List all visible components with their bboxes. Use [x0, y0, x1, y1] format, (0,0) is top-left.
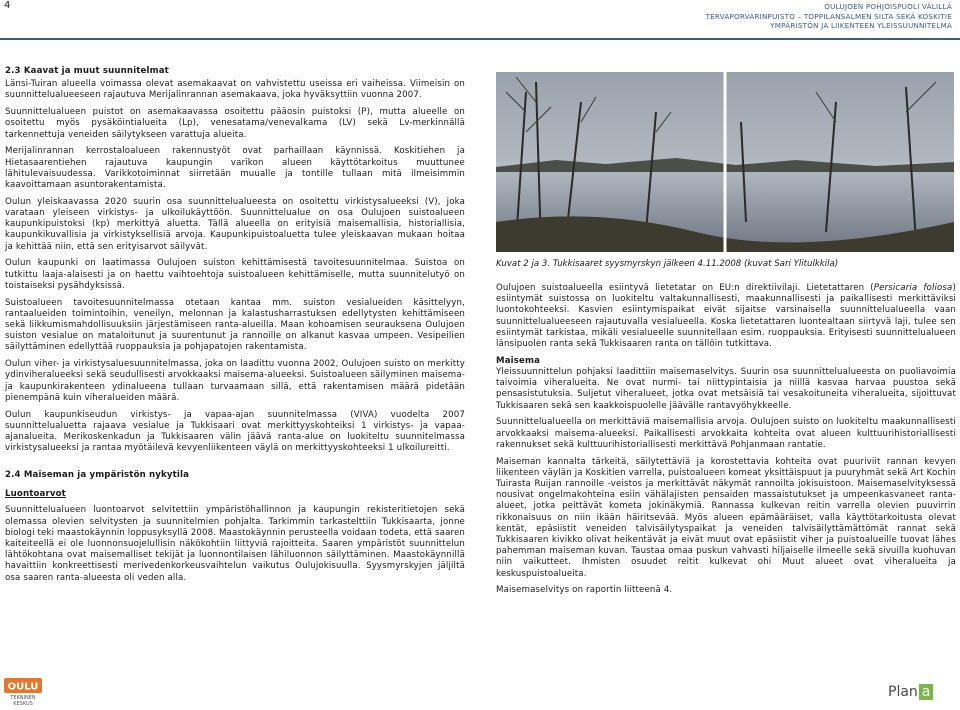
flood-photo-illustration: [496, 72, 954, 252]
running-header-line1: OULUJOEN POHJOISPUOLI VÄLILLÄ: [824, 2, 952, 11]
paragraph: Maiseman kannalta tärkeitä, säilytettäviä ja korostettavia kohteita ovat puuriviit rannan kevyen liikenteen väylän ja Koskitien varrella, puistoalueen komeat yksittäispuut ja puuryhmät sekä Art Kochin Tuirasta Ruijan rannoille -veistos ja merkittävät näkymät rannoilta jokisuistoon. Maisemaselvityksessä nousivat ongelmakohteina esiin vähälajisten pensaiden massaistutukset ja umpeenkasvaneet ranta-alueet, jotka peittävät kometa jokinäkymiä. Rannassa kulkevan reitin varrella olevien puuvirrin rikkonaisuus on niin ikään häiritsevää. Myös alueen epämääräiset, valla käyttötarkoitusta olevat kentät, epäsiistit veneiden talvisäilytyspaikat ja veneiden talvisäilyttämättömät rannat sekä Tukkisaaren kivikko olivat heikentävät ja eivät muut ovat epäsiistit viher ja puistoalueille tuovat lähes pahemman maiseman kuvan. Taustaa omaa puskun vahvasti hiljaiselle ilmeelle sekä sivuilla kuohuvan niin vaikutteet. Ihmisten osuudet reitit kulkevat ohi Muut alueet ovat viheralueita ja keskuspuistoalueita.: [496, 456, 956, 579]
left-column: [5, 66, 465, 589]
species-name: Persicaria foliosa: [873, 283, 953, 293]
oulu-logo-text: OULU: [7, 681, 39, 693]
paragraph: Suunnittelualueen luontoarvot selvitettiin ympäristöhallinnon ja kaupungin rekisteritietojen sekä olemassa olevien selvitysten ja suunnitelmien pohjalta. Tarkimmin tarkastelttiin Tukkisaarta, jonne biologi teki maastokäynnin loppusyksyllä 2008. Maastokäynnin perusteella voidaan todeta, että saaren kaiteiteellä ei ole luonnonsuojelullisin näkökohtiin liittyviä rajoitteita. Saaren ympäristöt suunnittelun lähtökohtana ovat maisemalliset tekijät ja luonnontilaisen lähiluonnon säilyttäminen. Maastokäynnillä havaittiin konkreettisesti merivedenkorkeusvaihtelun vaikutus Oulujokisuulla. Syysmyrskyjen jäljiltä osa saaren ranta-alueesta oli veden alla.: [5, 505, 466, 583]
paragraph: Oulujoen suistoalueella esiintyvä lietetatar on EU:n direktiivilaji. Lietetattaren (Persicaria foliosa) esiintymät suistossa on luokiteltu valtakunnallisesti, maakunnallisesti ja paikallisesti merkittäviksi luontokohteeksi. Kasvien esiintymispaikat eivät sijaitse varsinaisella suunnittelualueella vaan suunnittelualueeseen rajautuvalla vesialueella. Koska lietetattaren luontealtaan siirtyvä laji, tulee sen esiintymät tarkistaa, mikäli vesialueelle suunnitellaan esim. ruoppauksia. Erityisesti suunnittelualueen länsipuolen ranta sekä Tukkisaaren ranta on tällöin tutkittava.: [496, 283, 956, 350]
paragraph: Yleissuunnittelun pohjaksi laadittiin maisemaselvitys. Suurin osa suunnittelualueesta on puoliavoimia taivoimia viheralueita. Ne ovat nurmi- tai niittypintaisia ja niillä kasvaa harvaa puustoa sekä pensasistutuksia. Suljetut viheralueet, jotka ovat metsäisiä tai vesakoituneita viheralueita, sijoittuvat Tukkisaaren sekä sen kaakkoispuolelle jäävälle rantavyöhykkeelle.: [496, 367, 956, 411]
paragraph: Merijalinrannan kerrostaloalueen rakennustyöt ovat parhaillaan käynnissä. Koskitiehen ja Hietasaarentiehen rajautuva kaupungin varikon alueen käyttötarkoitus muuttunee lähitulevaisuudessa. Varikkotoiminnat siirretään muualle ja tontille tullaan mitä ilmeisimmin kaavoittamaan asuntorakentamista.: [5, 146, 465, 191]
paragraph: Oulun yleiskaavassa 2020 suurin osa suunnittelualueesta on osoitettu virkistysalueeksi (V), joka varataan yleiseen virkistys- ja ulkoilukäyttöön. Suunnittelualue on osa Oulujoen suistoalueen kaupunkipuistoksi (kp) merkittyä aluetta. Tällä alueella on erityisiä maisemallisia, historiallisia, kaupunkikuvallisia ja virkistyksellisiä arvoja. Kaupunkipuistoaluetta tulee yleiskaavan mukaan hoitaa ja kehittää niin, että sen erityisarvot säilyvät.: [5, 196, 465, 252]
section-heading-2-4: 2.4 Maiseman ja ympäristön nykytila: [5, 470, 190, 481]
paragraph: Länsi-Tuiran alueella voimassa olevat asemakaavat on vahvistettu useissa eri vaiheissa. Viimeisin on suunnittelualueeseen rajautuva Merijalinrannan asemakaava, joka hyväksyttiin vuonna 2007.: [5, 79, 465, 101]
oulu-logo-mark: [4, 678, 64, 706]
svg-text:TEKNINEN: TEKNINEN: [10, 695, 36, 701]
oulu-logo: [4, 678, 64, 706]
header-rule: [0, 38, 960, 40]
paragraph: Oulun kaupunkiseudun virkistys- ja vapaa-ajan suunnitelmassa (VIVA) vuodelta 2007 suunnittelualuetta rajaava vesialue ja Tukkisaari ovat merkittyyskohteiksi 1 virkistys- ja vapaa-ajanalueita. Merikoskenkadun ja Tukkisaaren välin jäävä ranta-alue on luokiteltu suunnitelmassa virkistysalueeksi ja rantaa myötäilevä kevyenliikenteen väylä on merkittyyskohteeksi 1 ulkoilureitti.: [5, 409, 465, 454]
photo-caption: Kuvat 2 ja 3. Tukkisaaret syysmyrskyn jälkeen 4.11.2008 (kuvat Sari Ylitulkkila): [496, 259, 839, 269]
subheading-luontoarvot: Luontoarvot: [5, 489, 66, 500]
page-number: 4: [4, 0, 11, 11]
section-heading-2-3: 2.3 Kaavat ja muut suunnitelmat: [5, 66, 169, 76]
flood-photo: [496, 72, 954, 252]
plana-logo-accent: a: [919, 684, 934, 700]
running-header: [706, 2, 952, 31]
svg-text:KESKUS: KESKUS: [13, 701, 33, 706]
paragraph: Maisemaselvitys on raportin liitteenä 4.: [496, 585, 673, 596]
paragraph: Suistoalueen tavoitesuunnitelmassa otetaan kantaa mm. suiston vesialueiden käsittelyyn, rantaalueiden toimintoihin, veneilyn, melonnan ja kalastusharrastuksen edellytysten kehittämiseen sekä liikkumismahdollisuuksiin järjestämiseen ranta-alueilla. Maan kohoamisen seurauksena Oulujoen suiston vesialue on mataloitunut ja suurentunut ja rannoille on alkanut kasvaa umpeen. Vesipeilien säilyttäminen edellyttää ruoppauksia ja pohjapatojen rakentamista.: [5, 297, 465, 353]
plana-logo: Plan a: [888, 684, 933, 700]
subheading-maisema: Maisema: [496, 355, 541, 366]
paragraph: Suunnittelualueen puistot on asemakaavassa osoitettu pääosin puistoksi (P), mutta alueelle on osoitettu myös pysäköintialueita (Lp), venesatama/venevalkama (LV) sekä Lv-merkinnällä tarkennettuja veneiden säilytykseen varattuja alueita.: [5, 107, 465, 140]
running-header-line2: TERVAPORVARINPUISTO – TOPPILANSALMEN SILTA SEKÄ KOSKITIE: [705, 11, 952, 21]
paragraph: Suunnittelualueella on merkittäviä maisemallisia arvoja. Oulujoen suisto on luokiteltu maakunnallisesti arvokkaaksi maisema-alueeksi. Paikallisesti arvokkaita kohteita ovat alueen kulttuurihistoriallisesti rakennukset sekä kulttuurihistoriallisesti merkittävä Pohjanmaan rantatie.: [496, 417, 956, 450]
paragraph: Oulun kaupunki on laatimassa Oulujoen suiston kehittämisestä tavoitesuunnitelmaa. Suistoa on tutkittu laaja-alaisesti ja on haettu vaihtoehtoja suistoalueen kehittämiselle, mutta suunnitelutyö on toistaiseksi pysähdyksissä.: [5, 258, 465, 291]
paragraph: Oulun viher- ja virkistysaluesuunnitelmassa, joka on laadittu vuonna 2002, Oulujoen suisto on merkitty ydinviheralueeksi sekä seudullisesti arvokkaaksi maisema-alueeksi. Suistoalueen säilyminen maisema- ja kaupunkirakenteen ydinalueena tullaan turvaamaan sillä, että rakentamisen määrä pidetään pienempänä kuin viheralueiden määrä.: [5, 359, 465, 403]
right-column: [496, 283, 956, 602]
running-header-line3: YMPÄRISTÖN JA LIIKENTEEN YLEISSUUNNITELMA: [770, 21, 952, 30]
